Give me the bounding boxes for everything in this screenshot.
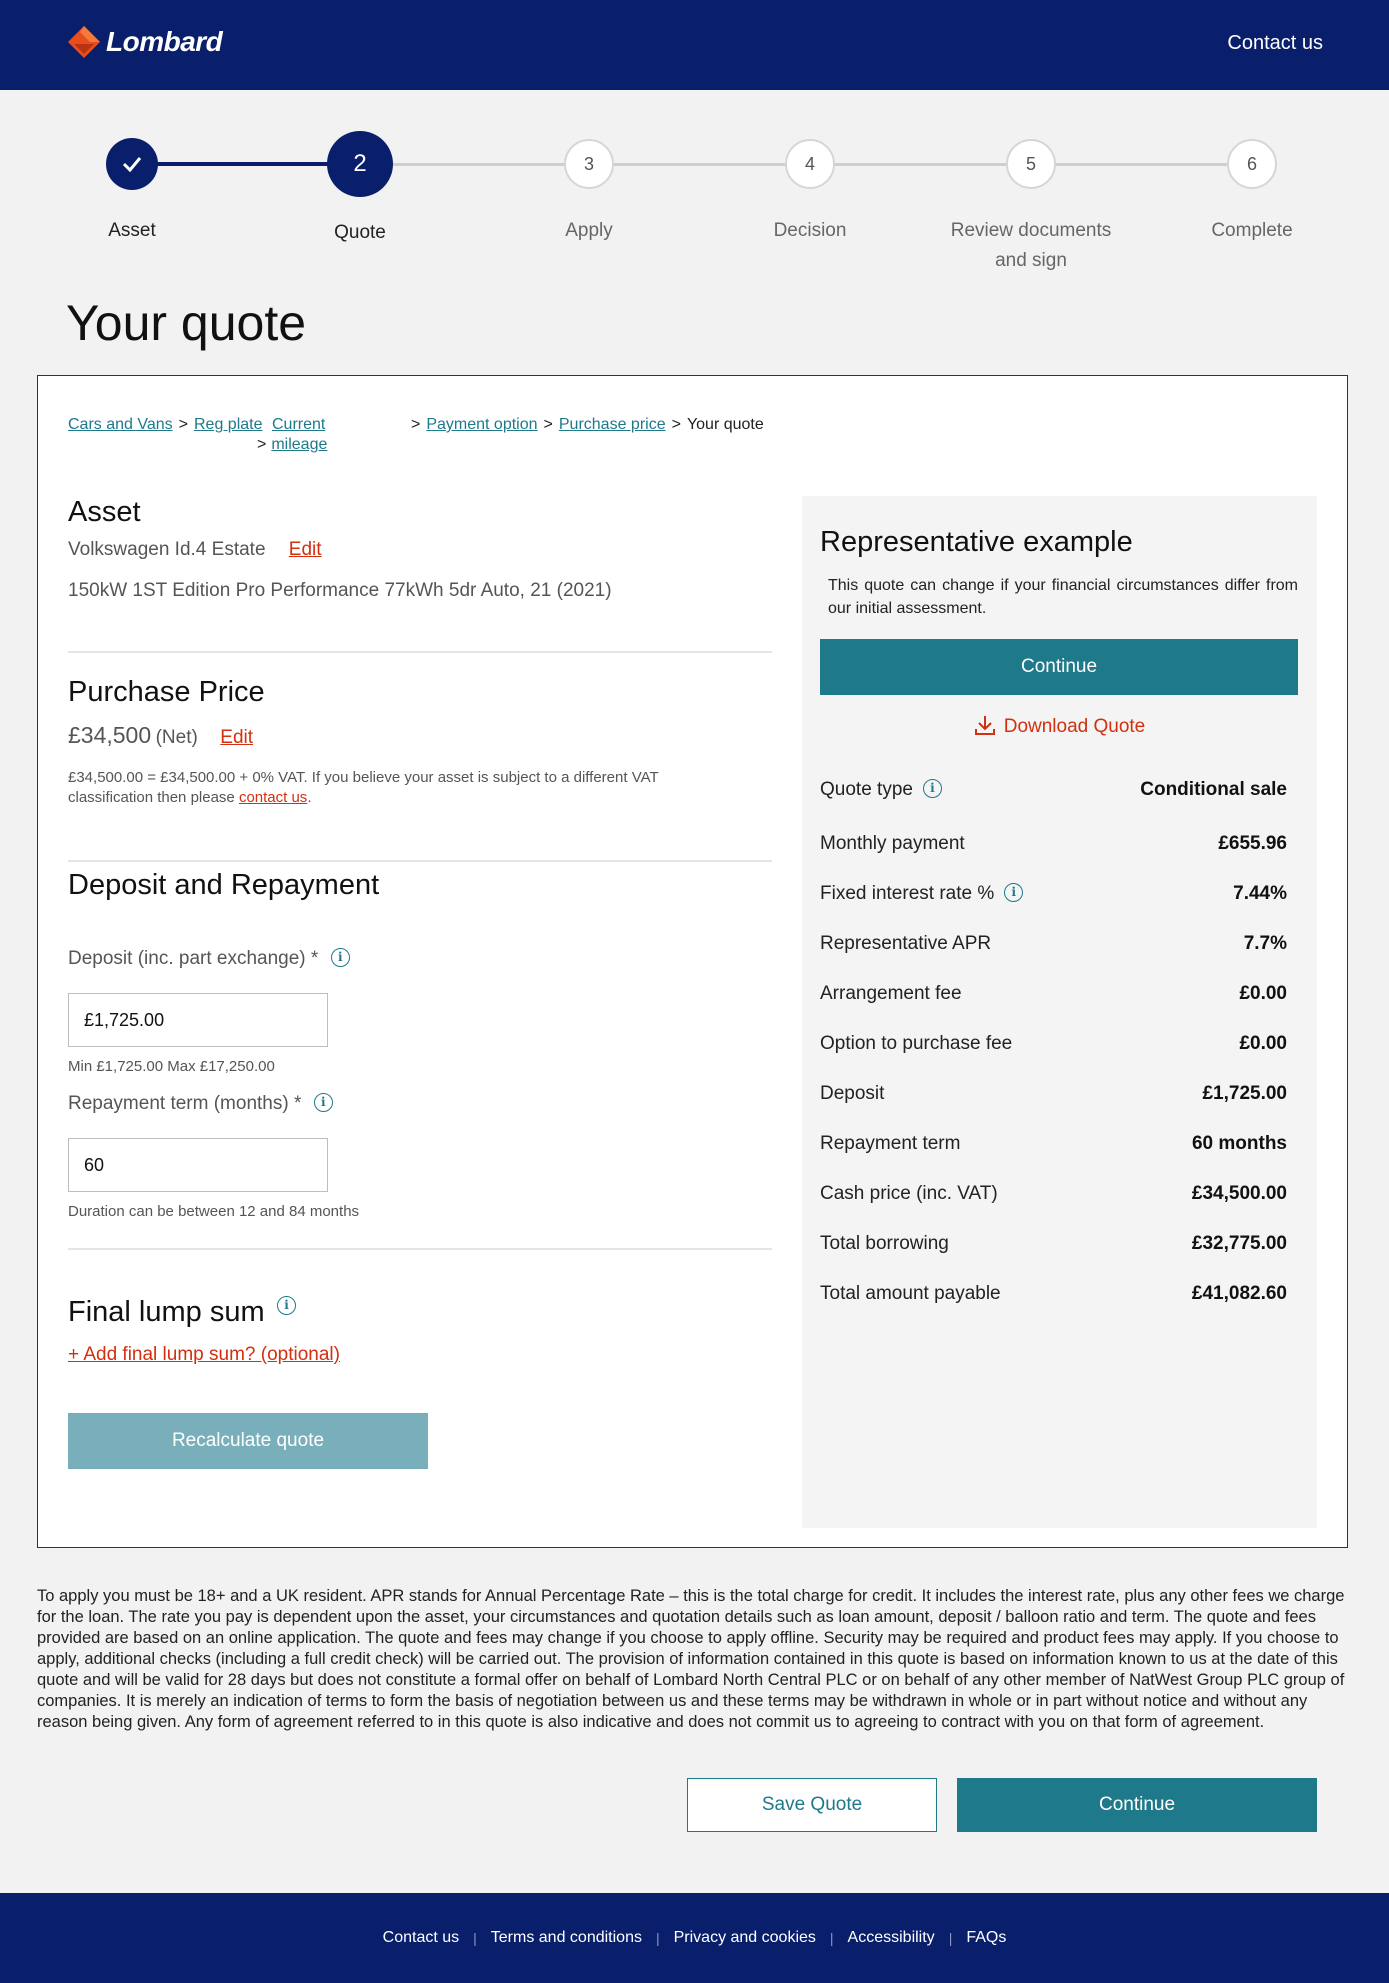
site-header bbox=[0, 0, 1389, 90]
quote-row-label: Arrangement fee bbox=[820, 983, 962, 1004]
add-final-lump-sum-link[interactable]: + Add final lump sum? (optional) bbox=[68, 1344, 340, 1365]
edit-asset-link[interactable]: Edit bbox=[288, 539, 322, 560]
page-title: Your quote bbox=[66, 295, 307, 351]
quote-row-value: Conditional sale bbox=[1140, 779, 1287, 800]
quote-type-info-icon[interactable]: i bbox=[923, 779, 942, 798]
step-2-active: 2 bbox=[327, 131, 393, 197]
save-quote-button[interactable]: Save Quote bbox=[687, 1778, 937, 1832]
quote-row-value: 60 months bbox=[1191, 1133, 1287, 1154]
deposit-label-row bbox=[68, 948, 350, 970]
deposit-repayment-heading: Deposit and Repayment bbox=[68, 869, 380, 901]
purchase-price-net: (Net) bbox=[155, 727, 198, 748]
divider bbox=[68, 1248, 772, 1250]
breadcrumb-current-page: Your quote bbox=[686, 416, 764, 433]
quote-row-deposit bbox=[820, 1083, 1287, 1105]
quote-row-value: £655.96 bbox=[1218, 833, 1287, 854]
footer-separator: | bbox=[829, 1930, 834, 1946]
footer-privacy-link[interactable]: Privacy and cookies bbox=[673, 1929, 816, 1946]
lombard-diamond-icon bbox=[66, 24, 102, 60]
quote-row-value: £41,082.60 bbox=[1191, 1283, 1287, 1304]
asset-spec: 150kW 1ST Edition Pro Performance 77kWh 5dr Auto, 21 (2021) bbox=[68, 580, 612, 601]
step-4: 4 bbox=[785, 139, 835, 189]
step-1-done bbox=[106, 138, 158, 190]
quote-row-cash-price bbox=[820, 1183, 1287, 1205]
breadcrumb-sep: > bbox=[671, 416, 681, 433]
step-label-asset: Asset bbox=[108, 220, 156, 241]
quote-row-value: £0.00 bbox=[1239, 983, 1287, 1004]
checkmark-icon bbox=[120, 152, 144, 176]
breadcrumb-reg-plate[interactable]: Reg plate bbox=[194, 416, 263, 433]
quote-row-value: £34,500.00 bbox=[1191, 1183, 1287, 1204]
footer-faqs-link[interactable]: FAQs bbox=[966, 1929, 1007, 1946]
breadcrumb-cars-vans[interactable]: Cars and Vans bbox=[68, 416, 173, 433]
quote-row-monthly bbox=[820, 833, 1287, 855]
footer-separator: | bbox=[473, 1930, 477, 1946]
deposit-label: Deposit (inc. part exchange) * bbox=[68, 948, 319, 969]
footer-contact-link[interactable]: Contact us bbox=[382, 1929, 460, 1946]
quote-row-arrangement bbox=[820, 983, 1287, 1005]
purchase-price-heading: Purchase Price bbox=[68, 676, 265, 708]
divider bbox=[68, 860, 772, 862]
asset-model: Volkswagen Id.4 Estate bbox=[68, 539, 266, 560]
deposit-info-icon[interactable]: i bbox=[331, 948, 350, 967]
term-info-icon[interactable]: i bbox=[314, 1093, 333, 1112]
final-lump-sum-heading: Final lump sum bbox=[68, 1296, 265, 1328]
edit-price-link[interactable]: Edit bbox=[220, 727, 254, 748]
breadcrumb-sep: > bbox=[178, 416, 188, 433]
footer-accessibility-link[interactable]: Accessibility bbox=[847, 1929, 935, 1946]
representative-example-panel bbox=[802, 496, 1317, 1528]
site-footer bbox=[0, 1893, 1389, 1983]
step-label-quote: Quote bbox=[334, 222, 386, 243]
footer-terms-link[interactable]: Terms and conditions bbox=[490, 1929, 642, 1946]
step-label-decision: Decision bbox=[773, 220, 847, 241]
term-hint: Duration can be between 12 and 84 months bbox=[68, 1203, 360, 1220]
download-icon bbox=[974, 714, 996, 736]
quote-row-value: 7.7% bbox=[1243, 933, 1287, 954]
asset-heading: Asset bbox=[68, 496, 141, 528]
step-6: 6 bbox=[1227, 139, 1277, 189]
quote-row-label: Total amount payable bbox=[820, 1283, 1001, 1304]
step-label-review-line1: Review documents bbox=[950, 220, 1112, 241]
step-line-done bbox=[132, 162, 360, 166]
download-quote-link[interactable] bbox=[802, 714, 1317, 738]
breadcrumb-payment-option[interactable]: Payment option bbox=[426, 416, 538, 433]
quote-row-label: Deposit bbox=[820, 1083, 885, 1104]
deposit-hint: Min £1,725.00 Max £17,250.00 bbox=[68, 1058, 275, 1075]
quote-row-total-payable bbox=[820, 1283, 1287, 1305]
term-label-row bbox=[68, 1093, 333, 1115]
quote-row-total-borrowing bbox=[820, 1233, 1287, 1255]
quote-row-value: £1,725.00 bbox=[1202, 1083, 1287, 1104]
quote-row-label: Monthly payment bbox=[820, 833, 965, 854]
quote-row-label: Option to purchase fee bbox=[820, 1033, 1013, 1054]
footer-separator: | bbox=[948, 1930, 953, 1946]
step-5: 5 bbox=[1006, 139, 1056, 189]
logo-text: Lombard bbox=[106, 26, 223, 57]
purchase-price-row bbox=[68, 722, 253, 749]
breadcrumb-current[interactable]: Current bbox=[272, 416, 326, 433]
repayment-term-input[interactable] bbox=[68, 1138, 328, 1192]
rep-example-text: This quote can change if your financial circumstances differ from our initial assessment. bbox=[828, 577, 1298, 617]
lump-sum-heading-row bbox=[68, 1296, 296, 1329]
step-label-complete: Complete bbox=[1211, 220, 1293, 241]
deposit-input[interactable] bbox=[68, 993, 328, 1047]
quote-row-value: £32,775.00 bbox=[1191, 1233, 1287, 1254]
footer-separator: | bbox=[655, 1930, 660, 1946]
quote-row-label: Quote type bbox=[820, 779, 913, 800]
breadcrumb-sep: > bbox=[411, 416, 421, 433]
purchase-price-value: £34,500 bbox=[68, 722, 152, 748]
quote-row-label: Repayment term bbox=[820, 1133, 961, 1154]
step-label-apply: Apply bbox=[565, 220, 613, 241]
quote-row-value: 7.44% bbox=[1233, 883, 1287, 904]
quote-card bbox=[37, 375, 1348, 1548]
vat-note-text: £34,500.00 = £34,500.00 + 0% VAT. If you believe your asset is subject to a different VAT classification then please bbox=[68, 769, 659, 806]
step-label-review-line2: and sign bbox=[995, 250, 1067, 271]
quote-row-label: Fixed interest rate % bbox=[820, 883, 995, 904]
quote-row-label: Total borrowing bbox=[820, 1233, 949, 1254]
interest-info-icon[interactable]: i bbox=[1004, 883, 1023, 902]
download-quote-label: Download Quote bbox=[1003, 716, 1146, 737]
recalculate-quote-button[interactable]: Recalculate quote bbox=[68, 1413, 428, 1469]
rep-example-title: Representative example bbox=[820, 526, 1133, 558]
quote-row-term bbox=[820, 1133, 1287, 1155]
breadcrumb-sep: > bbox=[257, 436, 267, 453]
quote-row-interest bbox=[820, 883, 1287, 905]
quote-row-label: Cash price (inc. VAT) bbox=[820, 1183, 998, 1204]
quote-row-option-fee bbox=[820, 1033, 1287, 1055]
vat-contact-link[interactable]: contact us bbox=[238, 789, 308, 806]
quote-row-apr bbox=[820, 933, 1287, 955]
lump-sum-info-icon[interactable]: i bbox=[277, 1296, 296, 1315]
step-label-review bbox=[931, 216, 1131, 276]
bottom-continue-button[interactable]: Continue bbox=[957, 1778, 1317, 1832]
progress-stepper bbox=[0, 90, 1389, 290]
asset-model-row bbox=[68, 539, 322, 561]
breadcrumb-sep: > bbox=[543, 416, 553, 433]
header-contact-link[interactable]: Contact us bbox=[1227, 32, 1323, 54]
continue-button[interactable]: Continue bbox=[820, 639, 1298, 695]
vat-note-period: . bbox=[307, 789, 312, 806]
divider bbox=[68, 651, 772, 653]
step-3: 3 bbox=[564, 139, 614, 189]
lombard-logo[interactable] bbox=[66, 24, 222, 60]
disclaimer-text: To apply you must be 18+ and a UK resident. APR stands for Annual Percentage Rate – this is the total charge for credit. It includes the interest rate, plus any other fees we charge for the loan. The rate you pay is dependent upon the asset, your circumstances and quotation details such as loan amount, deposit / balloon ratio and term. The quote and fees provided are based on an online application. The quote and fees may change if you choose to apply offline. Security may be required and product fees may apply. If you choose to apply, additional checks (including a full credit check) will be carried out. The provision of information contained in this quote is based on information known to us at the date of this quote and will be valid for 28 days but does not constitute a formal offer on behalf of Lombard North Central PLC or on behalf of any other member of NatWest Group PLC group of companies. It is merely an indication of terms to form the basis of negotiation between us and these terms may be withdrawn in whole or in part without notice and without any reason being given. Any form of agreement referred to in this quote is also indicative and does not commit us to agreeing to contract with you on that form of agreement. bbox=[37, 1587, 1345, 1731]
term-label: Repayment term (months) * bbox=[68, 1093, 302, 1114]
quote-row-value: £0.00 bbox=[1239, 1033, 1287, 1054]
breadcrumb-purchase-price[interactable]: Purchase price bbox=[558, 416, 666, 433]
breadcrumb-mileage[interactable]: mileage bbox=[271, 436, 328, 453]
quote-row-label: Representative APR bbox=[820, 933, 992, 954]
vat-note bbox=[68, 768, 708, 808]
quote-row-type bbox=[820, 779, 1287, 801]
